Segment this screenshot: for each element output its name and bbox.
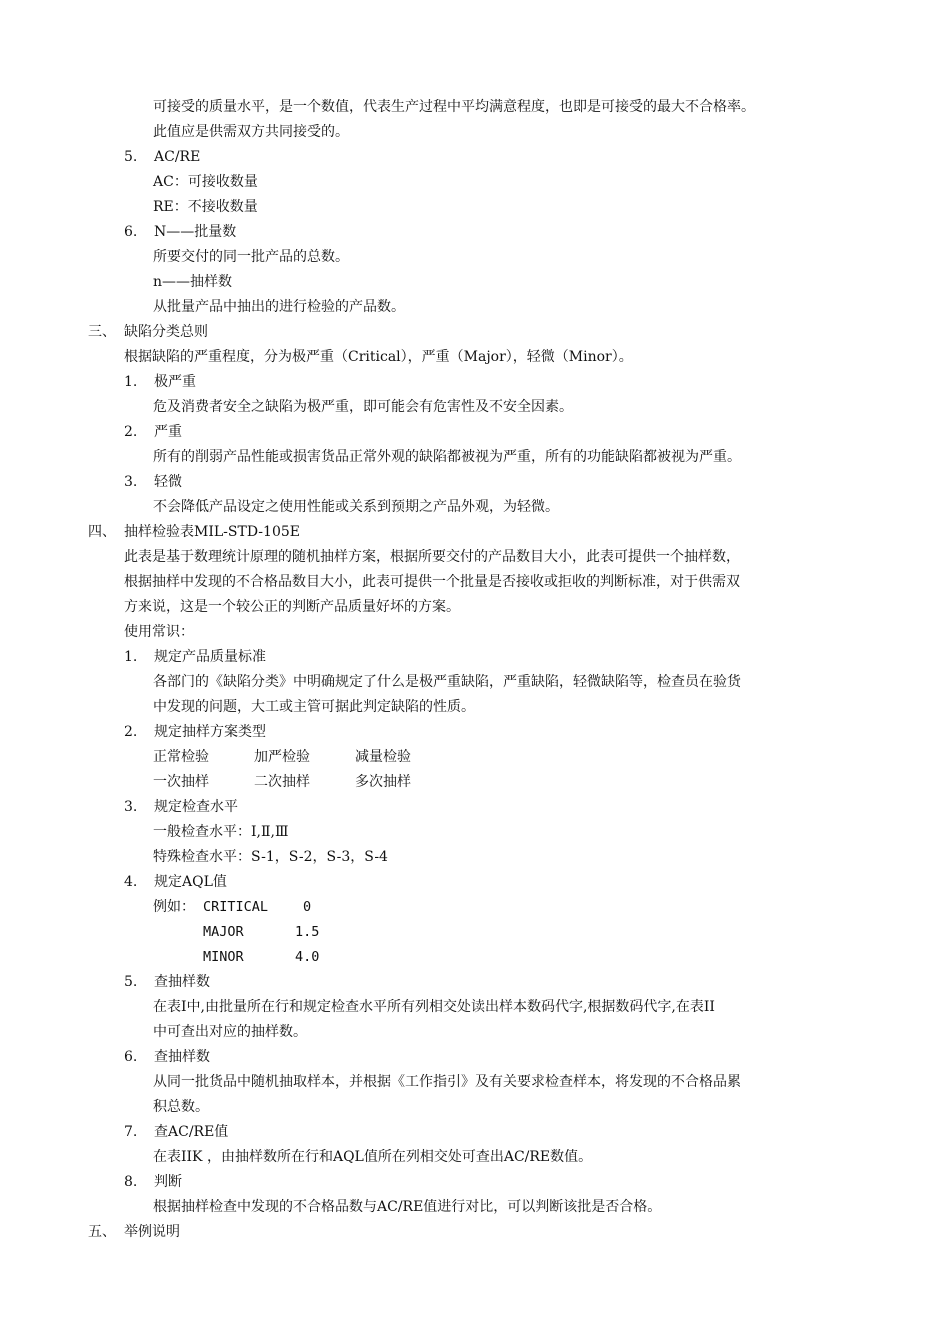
item-number: 5. [124,149,138,165]
sample-size-definition: 从批量产品中抽出的进行检验的产品数。 [153,299,405,315]
item-title: 极严重 [154,374,196,390]
item-title: 查AC/RE值 [154,1124,229,1140]
section-3-heading [88,322,208,342]
usage-5-line-1: 在表Ⅰ中,由批量所在行和规定检查水平所有列相交处读出样本数码代字,根据数码代字,在表II [153,999,715,1015]
section-number: 三、 [88,324,116,340]
usage-7-line-1: 在表IIK ，由抽样数所在行和AQL值所在列相交处可查出AC/RE数值。 [153,1149,593,1165]
usage-2-heading [124,722,266,742]
defect-class-major-desc: 所有的削弱产品性能或损害货品正常外观的缺陷都被视为严重，所有的功能缺陷都被视为严重。 [153,449,741,465]
item-number: 5. [124,974,138,990]
usage-6-heading [124,1047,210,1067]
item-5-heading [124,147,200,167]
ac-definition: AC：可接收数量 [153,174,258,190]
aql-definition-line-1: 可接受的质量水平，是一个数值，代表生产过程中平均满意程度，也即是可接受的最大不合格率。 [153,99,755,115]
aql-table-name: CRITICAL [203,899,269,915]
lot-size-definition: 所要交付的同一批产品的总数。 [153,249,349,265]
general-inspection-levels: 一般检查水平：Ⅰ,Ⅱ,Ⅲ [153,824,289,840]
item-number: 6. [124,224,138,240]
item-title: 规定产品质量标准 [154,649,266,665]
aql-table-value: 1.5 [295,924,320,940]
item-title: 判断 [154,1174,182,1190]
defect-class-critical-heading [124,372,196,392]
usage-5-line-2: 中可查出对应的抽样数。 [153,1024,307,1040]
item-title: 轻微 [154,474,182,490]
item-title: N——批量数 [154,224,237,240]
usage-8-line-1: 根据抽样检查中发现的不合格品数与AC/RE值进行对比，可以判断该批是否合格。 [153,1199,662,1215]
aql-table-name: MINOR [203,949,244,965]
section-title: 举例说明 [124,1224,180,1240]
aql-table-value: 0 [303,899,312,915]
sample-size-title: n——抽样数 [153,274,233,290]
item-number: 4. [124,874,138,890]
section-4-heading [88,522,300,542]
item-title: 查抽样数 [154,1049,210,1065]
usage-4-heading [124,872,227,892]
item-number: 2. [124,724,138,740]
section-title: 缺陷分类总则 [124,324,208,340]
sampling-multiple: 多次抽样 [355,774,411,790]
sampling-double: 二次抽样 [254,774,310,790]
section-3-intro: 根据缺陷的严重程度，分为极严重（Critical），严重（Major），轻微（Minor）。 [124,349,633,365]
special-inspection-levels: 特殊检查水平：S-1，S-2，S-3，S-4 [153,849,388,865]
aql-table-value: 4.0 [295,949,320,965]
usage-1-line-2: 中发现的问题，大工或主管可据此判定缺陷的性质。 [153,699,475,715]
item-number: 1. [124,374,138,390]
item-title: 规定抽样方案类型 [154,724,266,740]
usage-1-heading [124,647,266,667]
usage-8-heading [124,1172,182,1192]
usage-1-line-1: 各部门的《缺陷分类》中明确规定了什么是极严重缺陷，严重缺陷，轻微缺陷等，检查员在验货 [153,674,741,690]
inspection-type-tightened: 加严检验 [254,749,310,765]
item-6-heading [124,222,236,242]
item-number: 3. [124,799,138,815]
section-4-paragraph-line-3: 方来说，这是一个较公正的判断产品质量好坏的方案。 [124,599,460,615]
item-number: 2. [124,424,138,440]
usage-6-line-2: 积总数。 [153,1099,209,1115]
item-number: 6. [124,1049,138,1065]
item-number: 3. [124,474,138,490]
aql-table-name: MAJOR [203,924,244,940]
usage-7-heading [124,1122,228,1142]
inspection-type-normal: 正常检验 [153,749,209,765]
item-title: AC/RE [154,149,201,165]
item-number: 7. [124,1124,138,1140]
defect-class-minor-heading [124,472,182,492]
usage-3-heading [124,797,238,817]
section-5-heading [88,1222,180,1242]
usage-5-heading [124,972,210,992]
usage-title: 使用常识： [124,624,194,640]
item-number: 1. [124,649,138,665]
item-title: 查抽样数 [154,974,210,990]
item-title: 规定AQL值 [154,874,227,890]
re-definition: RE：不接收数量 [153,199,258,215]
aql-example-label: 例如： [153,899,195,915]
section-number: 四、 [88,524,116,540]
defect-class-minor-desc: 不会降低产品设定之使用性能或关系到预期之产品外观，为轻微。 [153,499,559,515]
item-title: 规定检查水平 [154,799,238,815]
section-4-paragraph-line-2: 根据抽样中发现的不合格品数目大小，此表可提供一个批量是否接收或拒收的判断标准，对于供需双 [124,574,740,590]
inspection-type-reduced: 减量检验 [355,749,411,765]
section-number: 五、 [88,1224,116,1240]
section-4-paragraph-line-1: 此表是基于数理统计原理的随机抽样方案，根据所要交付的产品数目大小，此表可提供一个抽样数， [124,549,740,565]
item-title: 严重 [154,424,182,440]
section-title: 抽样检验表MIL-STD-105E [124,524,300,540]
usage-6-line-1: 从同一批货品中随机抽取样本，并根据《工作指引》及有关要求检查样本，将发现的不合格品累 [153,1074,741,1090]
sampling-single: 一次抽样 [153,774,209,790]
item-number: 8. [124,1174,138,1190]
defect-class-critical-desc: 危及消费者安全之缺陷为极严重，即可能会有危害性及不安全因素。 [153,399,573,415]
defect-class-major-heading [124,422,182,442]
aql-definition-line-2: 此值应是供需双方共同接受的。 [153,124,349,140]
